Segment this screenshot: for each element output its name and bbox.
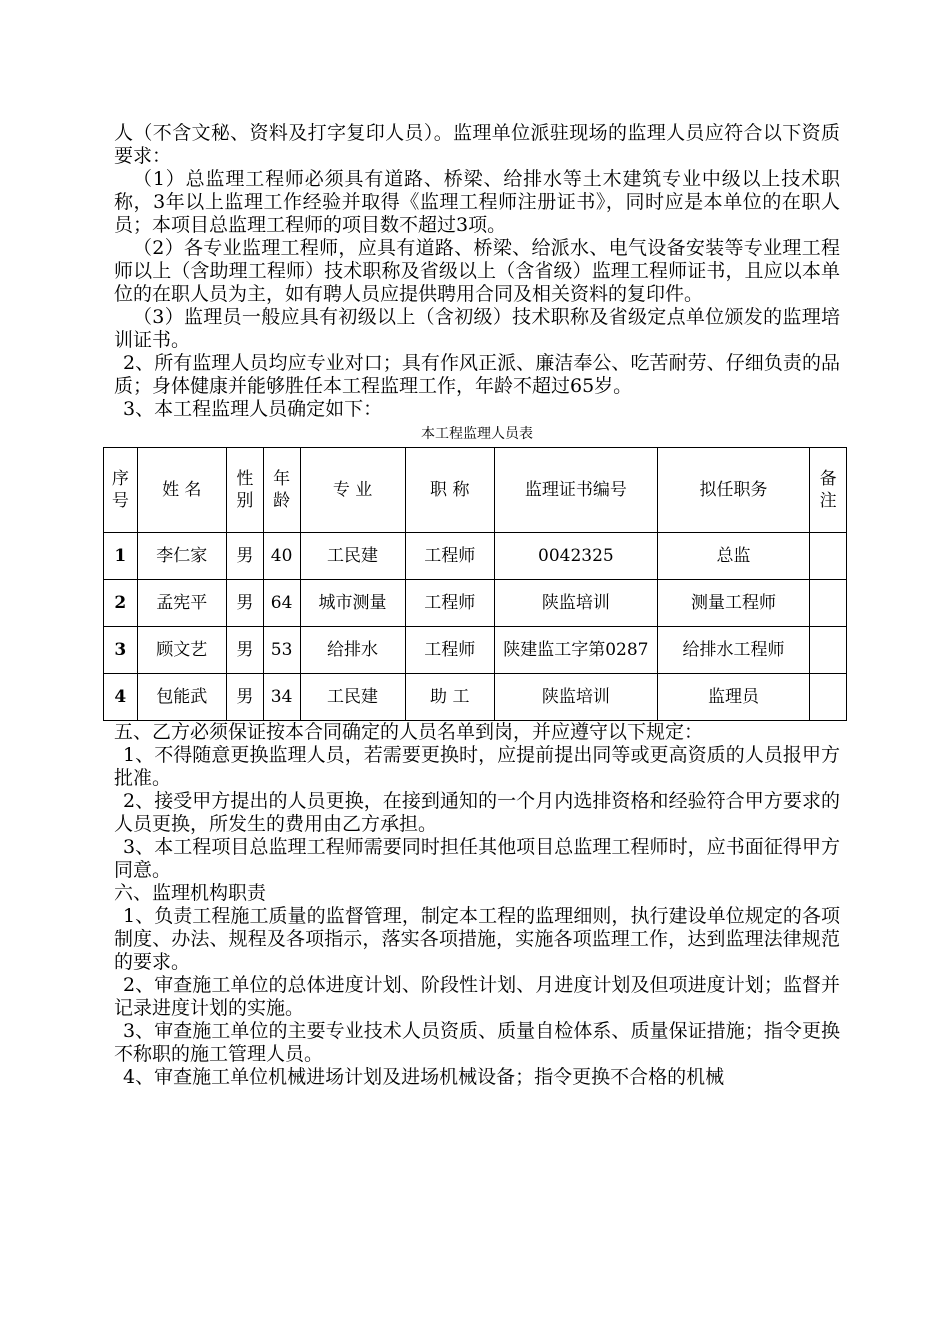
cell-index: 2: [104, 580, 138, 627]
cell-name: 包能武: [137, 674, 226, 721]
document-page: [111, 122, 840, 1089]
header-cell-cert-no: 监理证书编号: [494, 448, 657, 533]
cell-name: 顾文艺: [137, 627, 226, 674]
cell-name: 李仁家: [137, 533, 226, 580]
cell-title: 助 工: [405, 674, 494, 721]
cell-title: 工程师: [405, 580, 494, 627]
paragraph: 1、不得随意更换监理人员，若需要更换时，应提前提出同等或更高资质的人员报甲方批准。: [114, 744, 840, 789]
paragraph: （3）监理员一般应具有初级以上（含初级）技术职称及省级定点单位颁发的监理培训证书。: [114, 306, 840, 351]
staff-table: [103, 447, 847, 721]
bottom-paragraphs: [114, 721, 840, 1089]
header-cell-specialty: 专 业: [300, 448, 405, 533]
cell-age: 53: [263, 627, 300, 674]
table-row: [104, 627, 847, 674]
cell-gender: 男: [226, 627, 263, 674]
paragraph: 3、本工程监理人员确定如下：: [123, 398, 383, 420]
cell-remarks: [810, 533, 847, 580]
cell-age: 34: [263, 674, 300, 721]
paragraph: （1）总监理工程师必须具有道路、桥梁、给排水等土木建筑专业中级以上技术职称，3年以上监理工作经验并取得《监理工程师注册证书》，同时应是本单位的在职人员；本项目总监理工程师的项目数不超过3项。: [114, 168, 840, 236]
paragraph: 3、审查施工单位的主要专业技术人员资质、质量自检体系、质量保证措施；指令更换不称职的施工管理人员。: [114, 1020, 840, 1065]
paragraph: 2、接受甲方提出的人员更换，在接到通知的一个月内选排资格和经验符合甲方要求的人员更换，所发生的费用由乙方承担。: [114, 790, 840, 835]
paragraph: （2）各专业监理工程师，应具有道路、桥梁、给派水、电气设备安装等专业理工程师以上（含助理工程师）技术职称及省级以上（含省级）监理工程师证书，且应以本单位的在职人员为主，如有聘人员应提供聘用合同及相关资料的复印件。: [114, 237, 840, 305]
cell-age: 64: [263, 580, 300, 627]
header-cell-name: 姓 名: [137, 448, 226, 533]
cell-cert-no: 0042325: [494, 533, 657, 580]
header-cell-index: 序号: [104, 448, 138, 533]
cell-gender: 男: [226, 580, 263, 627]
cell-name: 孟宪平: [137, 580, 226, 627]
table-row: [104, 674, 847, 721]
cell-index: 3: [104, 627, 138, 674]
top-paragraphs: [114, 122, 840, 421]
header-cell-remarks: 备注: [810, 448, 847, 533]
cell-index: 1: [104, 533, 138, 580]
cell-cert-no: 陕监培训: [494, 580, 657, 627]
cell-age: 40: [263, 533, 300, 580]
header-cell-position: 拟任职务: [657, 448, 809, 533]
cell-position: 给排水工程师: [657, 627, 809, 674]
paragraph: 五、乙方必须保证按本合同确定的人员名单到岗，并应遵守以下规定：: [114, 721, 704, 743]
cell-position: 测量工程师: [657, 580, 809, 627]
header-cell-title: 职 称: [405, 448, 494, 533]
paragraph: 2、所有监理人员均应专业对口；具有作风正派、廉洁奉公、吃苦耐劳、仔细负责的品质；身体健康并能够胜任本工程监理工作，年龄不超过65岁。: [114, 352, 840, 397]
cell-cert-no: 陕建监工字第0287: [494, 627, 657, 674]
paragraph: 2、审查施工单位的总体进度计划、阶段性计划、月进度计划及但项进度计划；监督并记录进度计划的实施。: [114, 974, 840, 1019]
header-cell-gender: 性别: [226, 448, 263, 533]
table-row: [104, 580, 847, 627]
cell-index: 4: [104, 674, 138, 721]
paragraph: 人（不含文秘、资料及打字复印人员）。监理单位派驻现场的监理人员应符合以下资质要求：: [114, 122, 840, 167]
cell-remarks: [810, 674, 847, 721]
cell-remarks: [810, 580, 847, 627]
header-cell-age: 年龄: [263, 448, 300, 533]
cell-position: 总监: [657, 533, 809, 580]
cell-remarks: [810, 627, 847, 674]
cell-specialty: 城市测量: [300, 580, 405, 627]
table-caption: 本工程监理人员表: [421, 426, 533, 442]
cell-title: 工程师: [405, 627, 494, 674]
paragraph: 4、审查施工单位机械进场计划及进场机械设备；指令更换不合格的机械: [123, 1066, 725, 1088]
paragraph: 六、监理机构职责: [114, 882, 267, 904]
paragraph: 1、负责工程施工质量的监督管理，制定本工程的监理细则，执行建设单位规定的各项制度、办法、规程及各项指示，落实各项措施，实施各项监理工作，达到监理法律规范的要求。: [114, 905, 840, 973]
cell-title: 工程师: [405, 533, 494, 580]
cell-specialty: 工民建: [300, 674, 405, 721]
cell-position: 监理员: [657, 674, 809, 721]
cell-cert-no: 陕监培训: [494, 674, 657, 721]
table-row: [104, 533, 847, 580]
table-header-row: [104, 448, 847, 533]
cell-gender: 男: [226, 533, 263, 580]
cell-specialty: 工民建: [300, 533, 405, 580]
cell-specialty: 给排水: [300, 627, 405, 674]
cell-gender: 男: [226, 674, 263, 721]
paragraph: 3、本工程项目总监理工程师需要同时担任其他项目总监理工程师时，应书面征得甲方同意。: [114, 836, 840, 881]
